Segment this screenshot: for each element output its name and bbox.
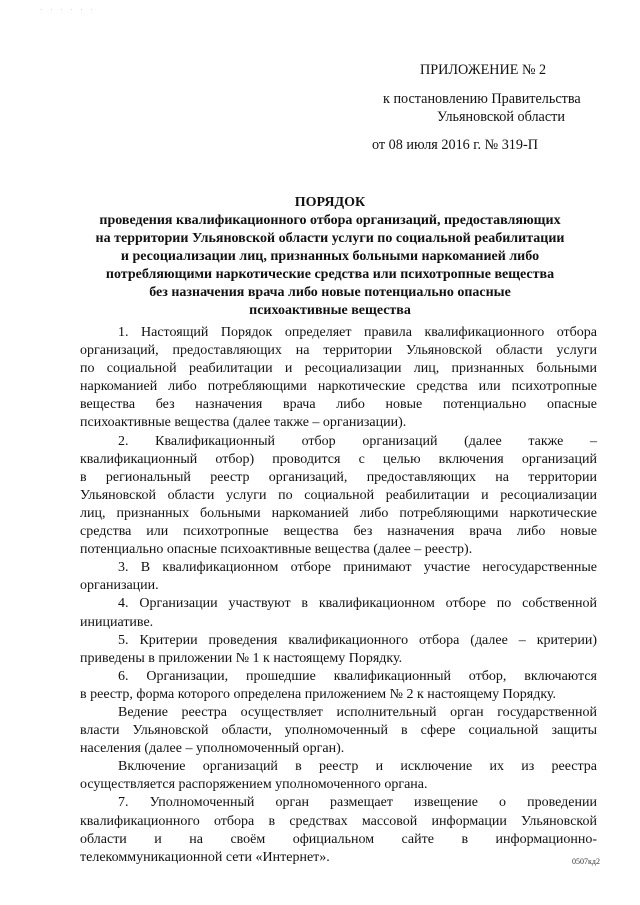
body-line: инициативе. xyxy=(80,614,154,630)
body-line: населения (далее – уполномоченный орган). xyxy=(80,741,345,757)
heading-line: без назначения врача либо новые потенциально опасные xyxy=(149,285,511,300)
body-line: Включение организаций в реестр и исключение их из реестра xyxy=(118,759,597,775)
body-line: 1. Настоящий Порядок определяет правила квалификационного отбора xyxy=(118,325,597,340)
body-line: психоактивные вещества (далее также – организации). xyxy=(80,415,407,431)
appendix-resolution-line: к постановлению Правительства xyxy=(383,91,581,107)
body-line: 4. Организации участвуют в квалификационном отборе по собственной xyxy=(118,596,597,612)
body-line: 2. Квалификационный отбор организаций (далее также – xyxy=(118,433,597,449)
body-line: 5. Критерии проведения квалификационного отбора (далее – критерии) xyxy=(118,632,597,648)
body-line: лиц, признанных больными наркоманией либо потребляющими наркотические xyxy=(80,505,597,521)
body-line: квалификационный отбор) проводится с целью включения организаций xyxy=(80,451,597,467)
appendix-region-line: Ульяновской области xyxy=(437,109,565,125)
body-line: Ведение реестра осуществляет исполнительный орган государственной xyxy=(118,704,597,720)
body-line: организаций, предоставляющих на территории Ульяновской области услуги xyxy=(80,343,597,359)
body-line: по социальной реабилитации и ресоциализации лиц, признанных больными xyxy=(80,361,597,377)
document-heading xyxy=(70,194,590,320)
body-line: в региональный реестр организаций, предоставляющих на территории xyxy=(80,469,597,485)
body-line: власти Ульяновской области, уполномоченный в сфере социальной защиты xyxy=(80,723,597,739)
body-line: приведены в приложении № 1 к настоящему Порядку. xyxy=(80,650,403,666)
heading-line: проведения квалификационного отбора организаций, предоставляющих xyxy=(99,213,561,228)
heading-line: потребляющими наркотические средства или психотропные вещества xyxy=(105,267,555,282)
body-line: вещества без назначения врача либо новые потенциально опасные xyxy=(80,397,597,413)
body-line: наркоманией либо потребляющими наркотические средства или психотропные xyxy=(80,379,597,395)
body-line: средства или психотропные вещества без назначения врача либо новые xyxy=(80,524,597,540)
body-line: 6. Организации, прошедшие квалификационный отбор, включаются xyxy=(118,668,597,684)
heading-line: и ресоциализации лиц, признанных больными наркоманией либо xyxy=(120,249,540,264)
appendix-title: ПРИЛОЖЕНИЕ № 2 xyxy=(420,62,547,78)
appendix-date-line: от 08 июля 2016 г. № 319-П xyxy=(372,137,538,153)
heading-line: на территории Ульяновской области услуги по социальной реабилитации xyxy=(95,231,565,246)
body-line: области и на своём официальном сайте в информационно- xyxy=(80,831,597,847)
body-line: телекоммуникационной сети «Интернет». xyxy=(80,849,330,865)
body-line: Ульяновской области услуги по социальной реабилитации и ресоциализации xyxy=(80,487,597,503)
body-line: осуществляется распоряжением уполномоченного органа. xyxy=(80,777,428,793)
body-line: квалификационного отбора в средствах массовой информации Ульяновской xyxy=(80,813,597,829)
body-line: 3. В квалификационном отборе принимают участие негосударственные xyxy=(118,560,597,576)
document-body xyxy=(80,324,597,867)
body-line: в реестр, форма которого определена приложением № 2 к настоящему Порядку. xyxy=(80,686,557,702)
heading-line: психоактивные вещества xyxy=(249,303,411,318)
heading-title: ПОРЯДОК xyxy=(294,195,366,210)
body-line: 7. Уполномоченный орган размещает извещение о проведении xyxy=(118,795,597,811)
scan-artifact: · · · · · · xyxy=(40,6,96,14)
body-line: потенциально опасные психоактивные вещества (далее – реестр). xyxy=(80,542,473,558)
body-line: организации. xyxy=(80,578,159,594)
document-code: 0507кд2 xyxy=(572,857,600,866)
